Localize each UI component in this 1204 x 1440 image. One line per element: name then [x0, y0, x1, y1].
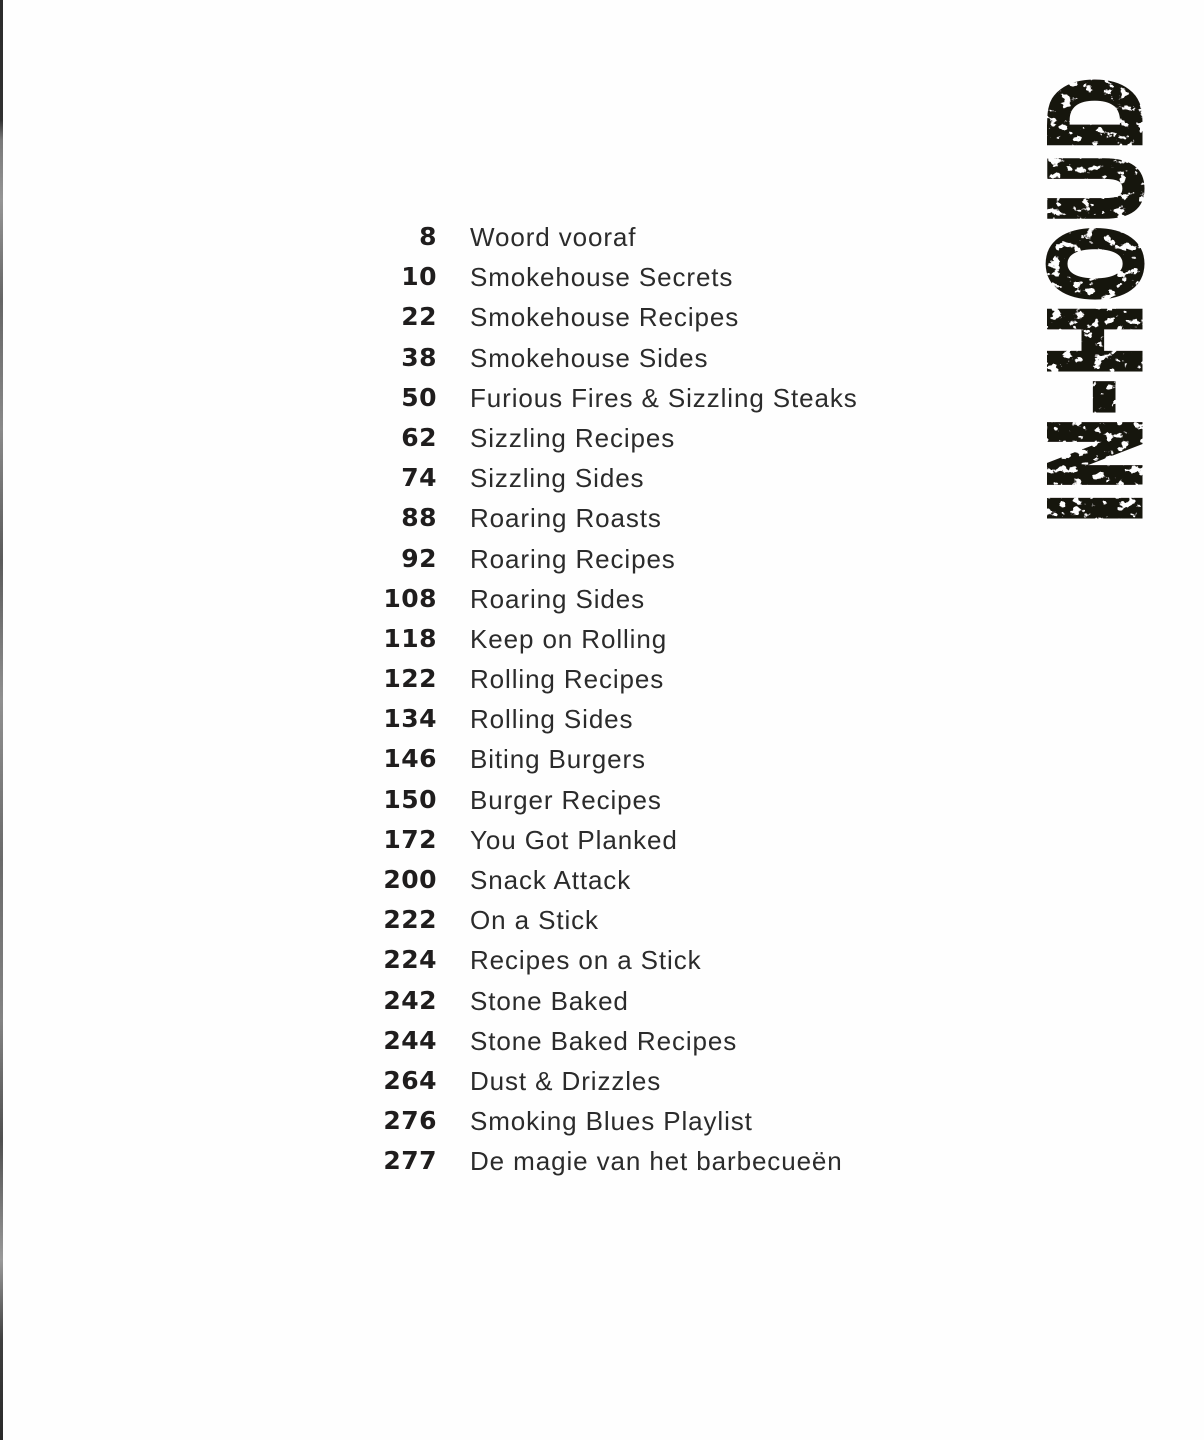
toc-entry-title: Woord vooraf [470, 222, 637, 252]
toc-page-number: 264 [383, 1065, 437, 1095]
toc-entry-title: De magie van het barbecueën [470, 1146, 843, 1177]
toc-row [377, 1021, 858, 1061]
page-edge-shadow [0, 0, 3, 1440]
toc-page-number: 134 [383, 704, 437, 734]
toc-entry-title: Sizzling Sides [470, 463, 645, 494]
toc-page-number: 92 [401, 543, 437, 573]
toc-page-number: 50 [401, 382, 437, 412]
toc-entry-title: Roaring Sides [470, 583, 646, 614]
toc-entry-title: Keep on Rolling [470, 623, 668, 654]
toc-row [377, 1061, 858, 1101]
toc-row [377, 217, 858, 257]
toc-page-number: 277 [383, 1146, 437, 1176]
toc-row [377, 338, 858, 378]
toc-entry-title: Furious Fires & Sizzling Steaks [470, 382, 858, 413]
toc-entry-title: On a Stick [470, 905, 599, 936]
inhoud-vertical-title-text: IN-HOUD [1026, 76, 1170, 525]
toc-row [377, 378, 858, 418]
toc-row [377, 498, 858, 538]
inhoud-vertical-title [1026, 60, 1170, 525]
toc-page-number: 222 [383, 905, 437, 935]
toc-entry-title: Rolling Recipes [470, 664, 665, 695]
toc-row [377, 940, 858, 980]
toc-entry-title: Roaring Roasts [470, 503, 662, 534]
toc-entry-title: Smokehouse Secrets [470, 262, 734, 293]
toc-entry-title: Sizzling Recipes [470, 422, 676, 453]
toc-entry-title: Rolling Sides [470, 704, 634, 735]
toc-page-number: 10 [401, 262, 437, 292]
toc-row [377, 739, 858, 779]
toc-page-number: 88 [401, 503, 437, 533]
toc-entry-title: Biting Burgers [470, 744, 646, 775]
toc-page-number: 224 [383, 945, 437, 975]
toc-page-number: 172 [383, 824, 437, 854]
toc-page-number: 8 [419, 222, 437, 251]
toc-row [377, 820, 858, 860]
toc-page-number: 242 [383, 985, 437, 1015]
toc-row [377, 900, 858, 940]
toc-page-number: 200 [383, 865, 437, 894]
toc-page-number: 62 [401, 422, 437, 452]
toc-page-number: 146 [383, 744, 437, 774]
toc-entry-title: Snack Attack [470, 865, 632, 895]
toc-page-number: 276 [383, 1106, 437, 1136]
toc-entry-title: Stone Baked Recipes [470, 1025, 738, 1056]
toc-page-number: 38 [401, 342, 437, 372]
toc-row [377, 659, 858, 699]
toc-row [377, 981, 858, 1021]
toc-row [377, 297, 858, 337]
toc-page-number: 122 [383, 664, 437, 694]
toc-page-number: 108 [383, 583, 437, 613]
toc-row [377, 539, 858, 579]
toc-row [377, 1141, 858, 1181]
toc-entry-title: Smoking Blues Playlist [470, 1106, 753, 1137]
toc-entry-title: Roaring Recipes [470, 543, 676, 574]
toc-entry-title: Burger Recipes [470, 784, 662, 815]
toc-row [377, 579, 858, 619]
toc-list [377, 217, 858, 1182]
toc-entry-title: Recipes on a Stick [470, 945, 702, 976]
toc-row [377, 619, 858, 659]
toc-row [377, 1101, 858, 1141]
toc-page-number: 150 [383, 784, 437, 814]
toc-row [377, 418, 858, 458]
toc-entry-title: Stone Baked [470, 985, 629, 1016]
toc-row [377, 699, 858, 739]
toc-row [377, 257, 858, 297]
toc-page-number: 118 [383, 623, 437, 653]
toc-page-number: 244 [383, 1025, 437, 1055]
toc-page-number: 74 [401, 463, 437, 493]
toc-row [377, 780, 858, 820]
toc-entry-title: Dust & Drizzles [470, 1065, 662, 1096]
toc-entry-title: You Got Planked [470, 824, 678, 855]
toc-entry-title: Smokehouse Recipes [470, 302, 740, 333]
toc-page-number: 22 [401, 302, 437, 332]
toc-row [377, 860, 858, 900]
toc-row [377, 458, 858, 498]
toc-entry-title: Smokehouse Sides [470, 342, 709, 373]
